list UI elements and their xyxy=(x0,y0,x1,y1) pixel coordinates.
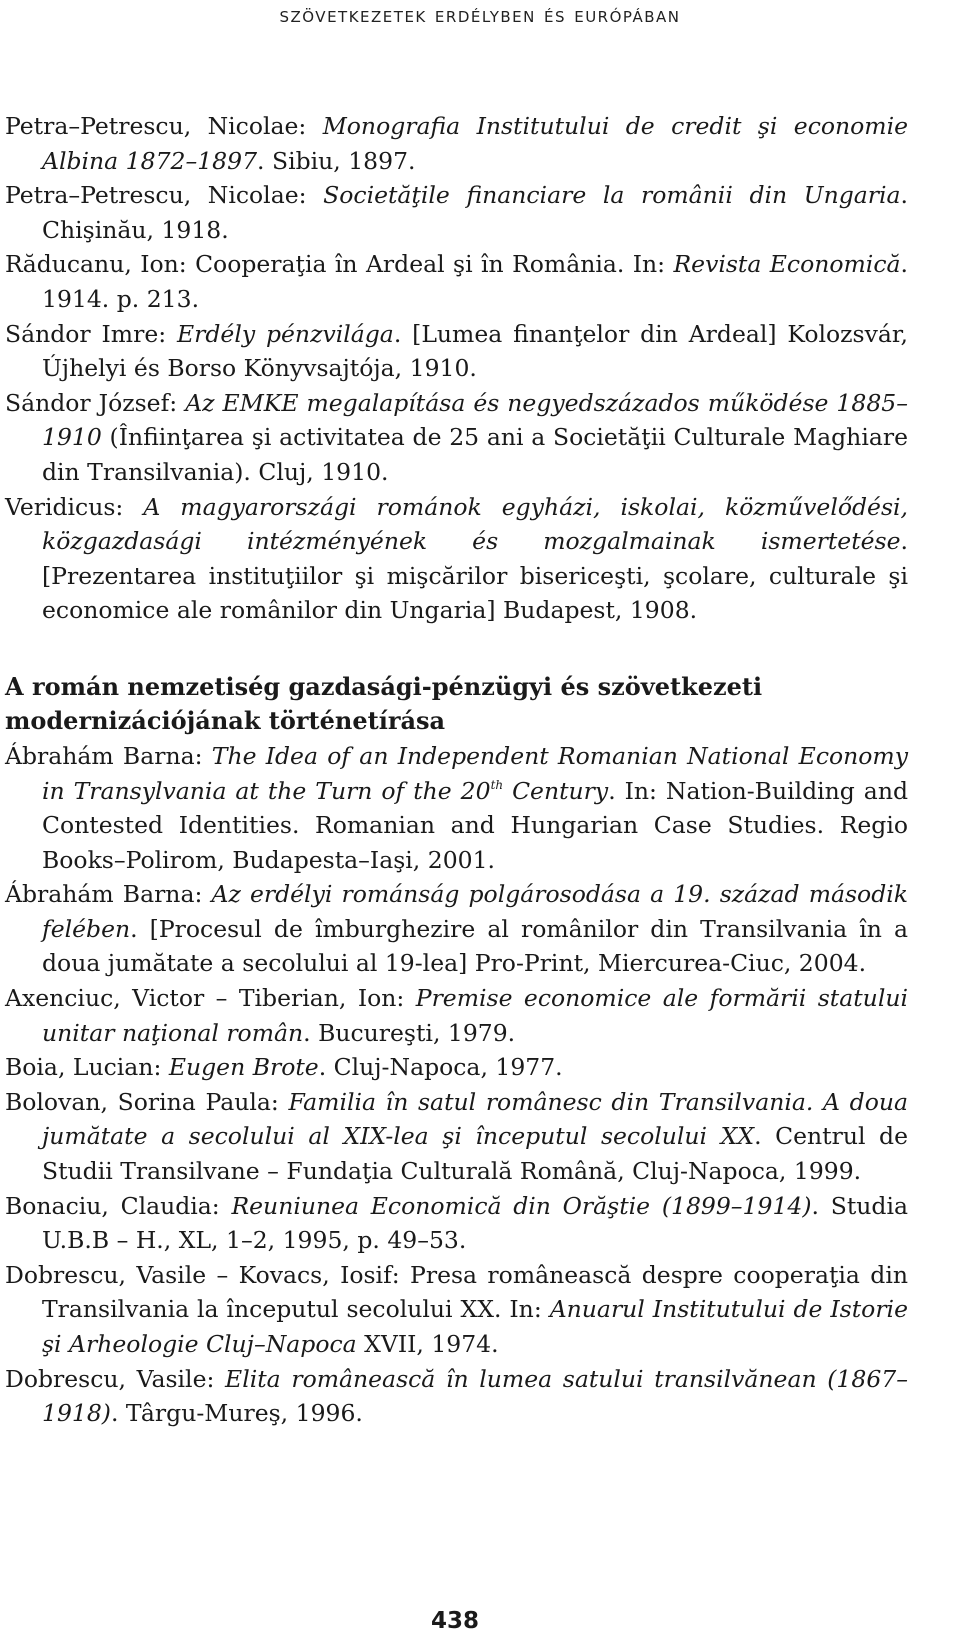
entry-title: Az EMKE megalapítása és negyedszázados működése 1885–1910 xyxy=(42,388,908,452)
entry-details: . [Prezentarea instituţiilor şi mişcărilor biserіceşti, şcolare, culturale şi economice ale românilor din Ungaria] Budapest, 1908. xyxy=(42,527,908,625)
bibliography-entry xyxy=(5,109,908,178)
running-head: szövetkezetek erdélyben és európában xyxy=(279,3,681,27)
page-number: 438 xyxy=(430,1608,479,1634)
entry-title: Revista Economică xyxy=(673,250,901,279)
entry-author: Răducanu, Ion: Cooperaţia în Ardeal şi în România. In: xyxy=(5,250,674,279)
bibliography-section-1 xyxy=(5,109,908,628)
entry-details: XVII, 1974. xyxy=(356,1330,499,1358)
bibliography-entry xyxy=(5,877,908,981)
bibliography-section-2 xyxy=(5,739,908,1431)
entry-details: . [Procesul de îmburghezire al românilor din Transilvania în a doua jumătate a secolului al 19-lea] Pro-Print, Miercurea-Ciuc, 2004. xyxy=(42,914,908,978)
entry-title: Societăţile financiare la românii din Ungaria xyxy=(323,181,901,210)
entry-author: Ábrahám Barna: xyxy=(5,741,212,770)
entry-details: . 1914. p. 213. xyxy=(42,250,908,313)
entry-details: . In: Nation-Building and Contested Identities. Romanian and Hungarian Case Studies. Regio Books–Polirom, Budapesta–Iaşi, 2001. xyxy=(42,776,908,874)
entry-title: Eugen Brote xyxy=(168,1053,319,1082)
entry-author: Bolovan, Sorina Paula: xyxy=(5,1087,289,1116)
entry-title: Anuarul Institutului de Istorie şi Arheologie Cluj–Napoca xyxy=(42,1295,908,1358)
entry-details: . [Lumea finanţelor din Ardeal] Kolozsvár, Újhelyi és Borso Könyvsajtója, 1910. xyxy=(42,319,908,383)
entry-title: Elita românească în lumea satului transilvănean (1867–1918) xyxy=(42,1364,908,1428)
entry-title: Erdély pénzvilága xyxy=(177,319,394,348)
entry-author: Sándor Imre: xyxy=(5,319,177,348)
entry-author: Ábrahám Barna: xyxy=(5,880,212,909)
entry-title: Monografia Institutului de credit şi economie Albina 1872–1897 xyxy=(42,112,908,175)
entry-author: Sándor József: xyxy=(5,388,186,417)
entry-details: . Bucureşti, 1979. xyxy=(303,1018,516,1047)
bibliography-entry xyxy=(5,317,908,386)
entry-title: Premise economice ale formării statului unitar naţional român xyxy=(42,984,908,1047)
bibliography-entry xyxy=(5,739,908,877)
entry-details: . Chişinău, 1918. xyxy=(42,181,908,244)
entry-details: (Înfiinţarea şi activitatea de 25 ani a Societăţii Culturale Maghiare din Transilvania). Cluj, 1910. xyxy=(42,423,908,486)
bibliography-entry xyxy=(5,1189,908,1258)
bibliography-entry xyxy=(5,247,908,316)
entry-title: Reuniunea Economică din Orăştie (1899–1914) xyxy=(231,1191,812,1220)
bibliography-entry xyxy=(5,386,908,490)
entry-details: . Studia U.B.B – H., XL, 1–2, 1995, p. 49–53. xyxy=(42,1191,908,1255)
entry-author: Petra–Petrescu, Nicolae: xyxy=(5,112,323,140)
bibliography xyxy=(5,109,908,1431)
bibliography-entry xyxy=(5,1085,908,1189)
bibliography-entry xyxy=(5,1050,908,1085)
entry-author: Axenciuc, Victor – Tiberian, Ion: xyxy=(5,984,416,1013)
bibliography-entry xyxy=(5,490,908,628)
entry-title: A magyarországi románok egyházi, iskolai, közművelődési, közgazdasági intézményének és mozgalmainak ismertetése xyxy=(42,492,908,556)
entry-title-part: Century xyxy=(503,776,609,805)
entry-details: . Cluj-Napoca, 1977. xyxy=(318,1053,563,1082)
entry-author: Boia, Lucian: xyxy=(5,1053,169,1082)
section-heading: A román nemzetiség gazdasági-pénzügyi és szövetkezeti modernizációjának történetírása xyxy=(5,671,763,735)
entry-author: Petra–Petrescu, Nicolae: xyxy=(5,181,324,210)
entry-author: Bonaciu, Claudia: xyxy=(5,1191,232,1220)
entry-title: Az erdélyi románság polgárosodása a 19. század második felében xyxy=(42,880,908,943)
entry-author: Veridicus: xyxy=(5,492,144,521)
bibliography-entry xyxy=(5,1362,908,1431)
superscript: th xyxy=(490,777,504,792)
bibliography-entry xyxy=(5,981,908,1050)
entry-author: Dobrescu, Vasile: xyxy=(5,1364,226,1393)
bibliography-entry xyxy=(5,178,908,247)
entry-details: . Târgu-Mureş, 1996. xyxy=(110,1399,363,1428)
entry-title: Familia în satul românesc din Transilvania. A doua jumătate a secolului al XIX-lea şi începutul secolului XX xyxy=(42,1087,908,1151)
entry-details: . Sibiu, 1897. xyxy=(257,146,416,175)
entry-title-part: The Idea of an Independent Romanian National Economy in Transylvania at the Turn of the 20 xyxy=(42,741,908,805)
bibliography-entry xyxy=(5,1258,908,1362)
entry-author: Dobrescu, Vasile – Kovacs, Iosif: Presa românească despre cooperaţia din Transilvania la începutul secolului XX. In: xyxy=(5,1260,908,1324)
entry-details: . Centrul de Studii Transilvane – Fundaţia Culturală Română, Cluj-Napoca, 1999. xyxy=(42,1122,908,1186)
